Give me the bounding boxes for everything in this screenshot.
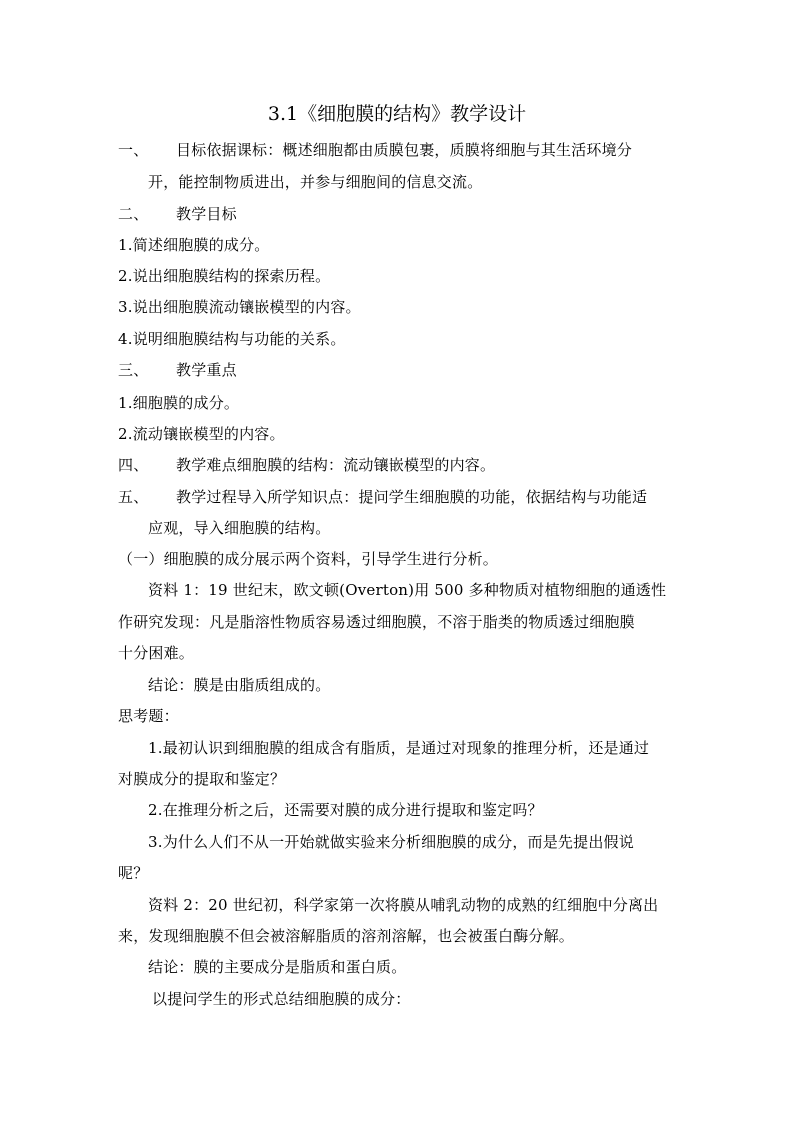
material-2-line: 来，发现细胞膜不但会被溶解脂质的溶剂溶解，也会被蛋白酶分解。 — [118, 927, 575, 945]
section-4-number: 四、 — [118, 456, 149, 474]
material-2-line: 资料 2：20 世纪初，科学家第一次将膜从哺乳动物的成熟的红细胞中分离出 — [148, 896, 659, 914]
questions-heading: 思考题： — [118, 707, 179, 725]
key-point-item: 1.细胞膜的成分。 — [118, 394, 240, 412]
section-3-number: 三、 — [118, 361, 149, 379]
section-1-continuation: 开，能控制物质进出，并参与细胞间的信息交流。 — [148, 173, 483, 191]
section-5-text: 教学过程导入所学知识点：提问学生细胞膜的功能，依据结构与功能适 — [176, 488, 648, 506]
material-1-line: 作研究发现：凡是脂溶性物质容易透过细胞膜，不溶于脂类的物质透过细胞膜 — [118, 613, 635, 631]
material-1-line: 十分困难。 — [118, 644, 195, 662]
question-1-line: 1.最初认识到细胞膜的组成含有脂质，是通过对现象的推理分析，还是通过 — [148, 739, 650, 757]
key-point-item: 2.流动镶嵌模型的内容。 — [118, 425, 285, 443]
section-3 — [118, 360, 237, 380]
section-5-continuation: 应观，导入细胞膜的结构。 — [148, 519, 331, 537]
section-2 — [118, 204, 237, 224]
section-5-number: 五、 — [118, 488, 149, 506]
question-3-line: 呢？ — [118, 864, 149, 882]
section-2-heading: 教学目标 — [176, 205, 237, 223]
objective-item: 2.说出细胞膜结构的探索历程。 — [118, 267, 331, 285]
section-2-number: 二、 — [118, 205, 149, 223]
document-title: 3.1《细胞膜的结构》教学设计 — [267, 103, 527, 125]
question-3-line: 3.为什么人们不从一开始就做实验来分析细胞膜的成分，而是先提出假说 — [148, 833, 634, 851]
material-1-line: 资料 1：19 世纪末，欧文顿(Overton)用 500 多种物质对植物细胞的通透性 — [148, 581, 667, 599]
question-1-line: 对膜成分的提取和鉴定？ — [118, 770, 286, 788]
section-1 — [118, 140, 632, 160]
section-4 — [118, 455, 495, 475]
section-3-heading: 教学重点 — [176, 361, 237, 379]
objective-item: 3.说出细胞膜流动镶嵌模型的内容。 — [118, 298, 361, 316]
question-2: 2.在推理分析之后，还需要对膜的成分进行提取和鉴定吗？ — [148, 801, 543, 819]
conclusion-2: 结论：膜的主要成分是脂质和蛋白质。 — [148, 958, 407, 976]
objective-item: 4.说明细胞膜结构与功能的关系。 — [118, 330, 346, 348]
subsection-heading: （一）细胞膜的成分展示两个资料，引导学生进行分析。 — [118, 550, 499, 568]
summary-line: 以提问学生的形式总结细胞膜的成分： — [152, 990, 411, 1008]
objective-item: 1.简述细胞膜的成分。 — [118, 236, 270, 254]
section-1-number: 一、 — [118, 141, 149, 159]
conclusion-1: 结论：膜是由脂质组成的。 — [148, 676, 331, 694]
section-4-text: 教学难点细胞膜的结构：流动镶嵌模型的内容。 — [176, 456, 496, 474]
section-1-text: 目标依据课标：概述细胞都由质膜包裹，质膜将细胞与其生活环境分 — [176, 141, 633, 159]
section-5 — [118, 487, 647, 507]
